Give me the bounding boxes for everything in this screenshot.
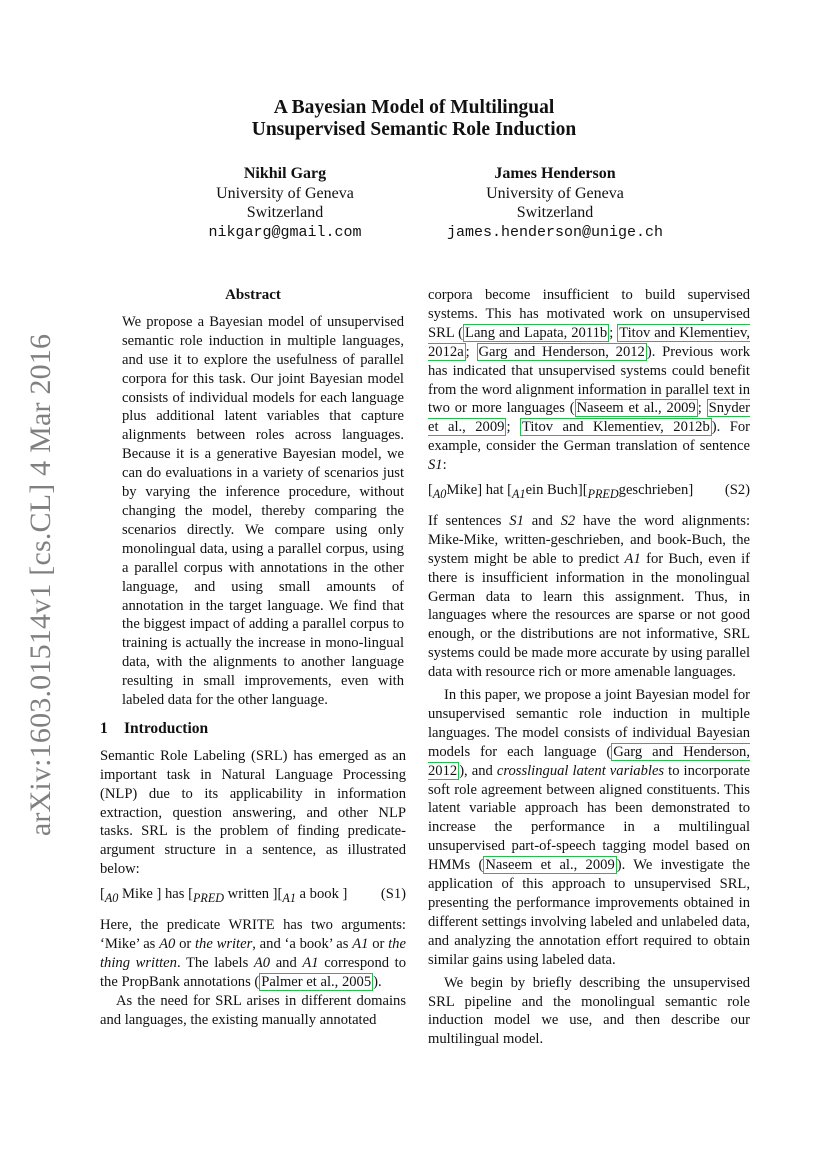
- section-number: 1: [100, 719, 108, 737]
- author-name: James Henderson: [494, 165, 616, 182]
- intro-paragraph-2: Here, the predicate WRITE has two arguments: ‘Mike’ as A0 or the writer, and ‘a book’ as A1 or the thing written. The labels A0 and A1 correspond to the PropBank annotations ( Palmer et al., 2005 ).: [100, 917, 406, 990]
- right-paragraph-1: corpora become insufficient to build supervised systems. This has motivated work on unsupervised SRL ( Lang and Lapata, 2011b ; Titov and Klementiev, 2012a ; Garg and Henderson, 2012 ). Previous work has indicated that unsupervised systems could benefit from the word alignment information in parallel text in two or more languages ( Naseem et al., 2009 ; Snyder et al., 2009 ; Titov and Klementiev, 2012b ). For example, consider the German translation of sentence S1:: [428, 287, 751, 474]
- paper-title: [0, 97, 828, 141]
- example-label: (S2): [724, 482, 750, 499]
- example-sentence-s1: [100, 885, 406, 908]
- intro-paragraph-3: As the need for SRL arises in different domains and languages, the existing manually annotated: [100, 992, 406, 1028]
- citation-link[interactable]: Naseem et al., 2009: [576, 400, 696, 417]
- author-affiliation: University of Geneva: [216, 184, 354, 202]
- title-line-2: Unsupervised Semantic Role Induction: [251, 119, 577, 140]
- citation-link[interactable]: Naseem et al., 2009: [485, 857, 615, 874]
- section-heading-introduction: [100, 720, 406, 739]
- citation-link[interactable]: Garg and Henderson, 2012: [478, 343, 645, 360]
- right-column: [428, 286, 750, 1049]
- author-email[interactable]: james.henderson@unige.ch: [446, 223, 664, 241]
- author-country: Switzerland: [516, 204, 594, 221]
- abstract-heading: Abstract: [225, 287, 281, 303]
- author-block-2: [430, 164, 680, 242]
- citation-link[interactable]: Palmer et al., 2005: [261, 973, 372, 990]
- example-s1-text: [$_{A0}$ Mike ] has [$_{PRED}$ written ][$_{A1}$ a book ]: [100, 886, 348, 906]
- citation-link[interactable]: Snyder et al., 2009: [428, 400, 750, 436]
- citation-link[interactable]: Titov and Klementiev, 2012a: [428, 324, 751, 360]
- left-column: [100, 286, 406, 1029]
- author-name: Nikhil Garg: [243, 165, 327, 182]
- title-line-1: A Bayesian Model of Multilingual: [273, 97, 555, 118]
- example-sentence-s2: [428, 481, 750, 504]
- abstract: [100, 313, 406, 710]
- citation-link[interactable]: Garg and Henderson, 2012: [428, 743, 751, 779]
- citation-link[interactable]: Titov and Klementiev, 2012b: [521, 419, 710, 436]
- author-block-1: [190, 164, 380, 242]
- right-paragraph-4: We begin by briefly describing the unsupervised SRL pipeline and the monolingual semantic role induction model we use, and then describe our multilingual model.: [428, 974, 750, 1048]
- example-label: (S1): [380, 886, 406, 903]
- author-country: Switzerland: [246, 204, 324, 221]
- citation-link[interactable]: Lang and Lapata, 2011b: [465, 324, 608, 341]
- right-paragraph-3: In this paper, we propose a joint Bayesian model for unsupervised semantic role induction in multiple languages. The model consists of individual Bayesian models for each language ( Garg and Henderson, 2012 ), and crosslingual latent variables to incorporate soft role agreement between aligned constituents. This latent variable approach has been demonstrated to increase the performance in a multilingual unsupervised part-of-speech tagging model based on HMMs ( Naseem et al., 2009 ). We investigate the application of this approach to unsupervised SRL, presenting the performance improvements obtained in different settings involving labeled and unlabeled data, and analyzing the annotation effort required to obtain similar gains using labeled data.: [428, 687, 751, 968]
- section-title: Introduction: [124, 719, 209, 737]
- right-paragraph-2: If sentences S1 and S2 have the word alignments: Mike-Mike, written-geschrieben, and book-Buch, the system might be able to predict A1 for Buch, even if there is insufficient information in the monolingual German data to learn this assignment. Thus, in languages where the resources are sparse or not good enough, or the distributions are not informative, SRL systems could be made more accurate by using parallel data with resource rich or more amenable languages.: [428, 512, 751, 681]
- author-email[interactable]: nikgarg@gmail.com: [208, 223, 362, 241]
- intro-paragraph-1: Semantic Role Labeling (SRL) has emerged as an important task in Natural Language Processing (NLP) due to its applicability in information extraction, question answering, and other NLP tasks. SRL is the problem of finding predicate-argument structure in a sentence, as illustrated below:: [100, 747, 406, 878]
- arxiv-identifier[interactable]: arXiv:1603.01514v1 [cs.CL] 4 Mar 2016: [24, 333, 57, 837]
- abstract-text: We propose a Bayesian model of unsupervised semantic role induction in multiple languages, and use it to explore the usefulness of parallel corpora for this task. Our joint Bayesian model consists of individual models for each language plus additional latent variables that capture alignments between roles across languages. Because it is a generative Bayesian model, we can do evaluations in a variety of scenarios just by varying the inference procedure, without changing the model, thereby comparing the scenarios directly. We compare using only monolingual data, using a parallel corpus, using a parallel corpus with annotations in the other language, and using small amounts of annotation in the target language. We find that the biggest impact of adding a parallel corpus to training is actually the increase in mono-lingual data, with the alignments to another language resulting in small improvements, even with labeled data for the other language.: [122, 313, 404, 709]
- author-affiliation: University of Geneva: [486, 184, 624, 202]
- example-s2-text: $[_{A0}Mike]$ hat [$_{A1}ein$ $Buch][_{PRED}geschrieben]$: [428, 482, 694, 501]
